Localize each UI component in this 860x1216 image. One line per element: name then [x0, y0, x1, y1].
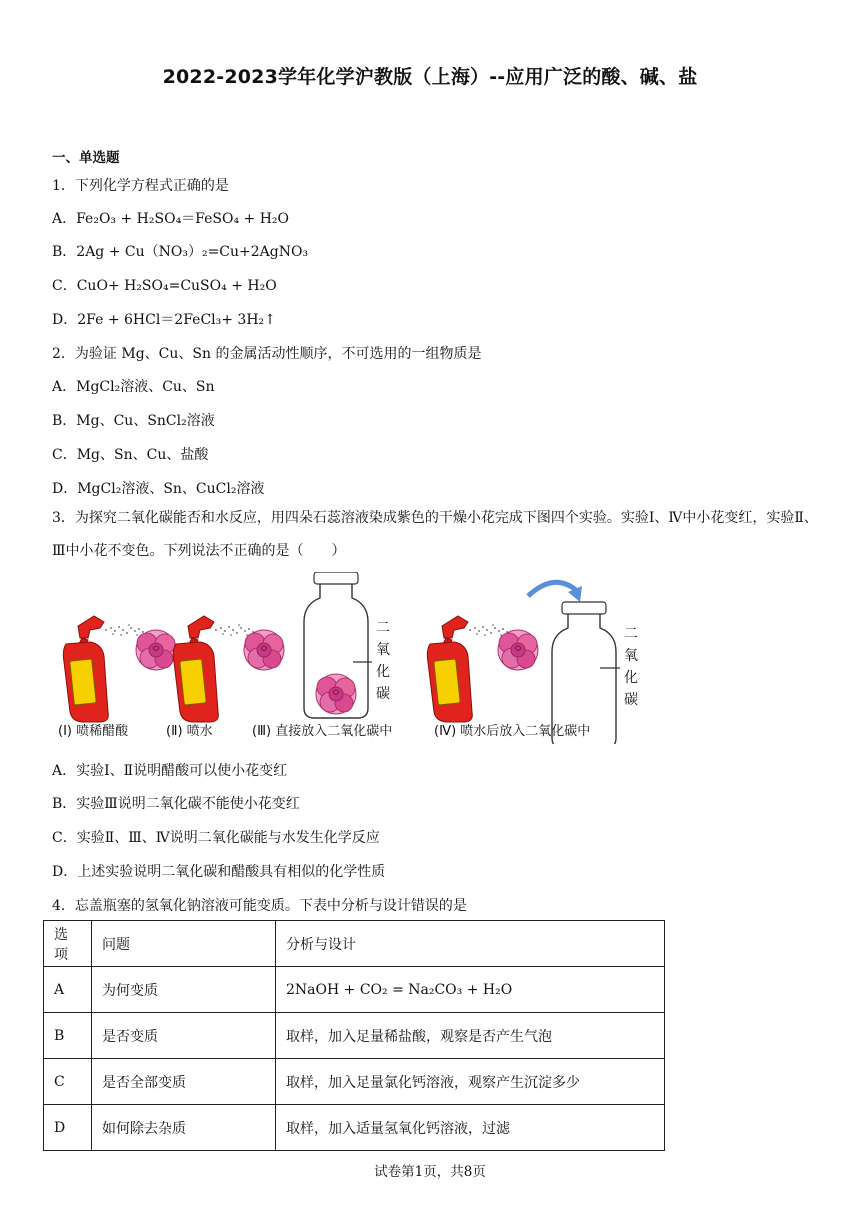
question-2-option-c: C．Mg、Sn、Cu、盐酸	[52, 447, 209, 463]
question-3-option-c: C．实验Ⅱ、Ⅲ、Ⅳ说明二氧化碳能与水发生化学反应	[52, 830, 380, 846]
jar-4-label-4: 碳	[624, 692, 638, 708]
question-4-table	[43, 920, 665, 1151]
table-row	[44, 967, 665, 1013]
table-row	[44, 1059, 665, 1105]
caption-4: (Ⅳ) 喷水后放入二氧化碳中	[434, 724, 591, 739]
flower-3-icon	[316, 674, 356, 714]
table-header: 分析与设计	[276, 921, 665, 967]
question-1-option-b: B．2Ag + Cu（NO₃）₂=Cu+2AgNO₃	[52, 244, 309, 260]
table-cell: 是否全部变质	[92, 1059, 276, 1105]
experiment-figure	[54, 572, 654, 744]
flower-4-icon	[498, 630, 538, 670]
sprayer-2-icon	[173, 616, 218, 722]
table-cell: D	[44, 1105, 92, 1151]
table-cell: 2NaOH + CO₂ = Na₂CO₃ + H₂O	[276, 967, 665, 1013]
flower-1-icon	[136, 630, 176, 670]
table-cell: C	[44, 1059, 92, 1105]
table-cell: 取样，加入足量稀盐酸，观察是否产生气泡	[276, 1013, 665, 1059]
sprayer-4-icon	[427, 616, 472, 722]
caption-2: (Ⅱ) 喷水	[166, 724, 213, 739]
question-3-option-b: B．实验Ⅲ说明二氧化碳不能使小花变红	[52, 796, 300, 812]
table-cell: B	[44, 1013, 92, 1059]
jar-3-label-1: 二	[376, 620, 390, 636]
table-cell: 取样，加入适量氢氧化钙溶液，过滤	[276, 1105, 665, 1151]
question-1-stem: 1．下列化学方程式正确的是	[52, 178, 229, 194]
mist-4	[469, 624, 508, 636]
question-1-option-a: A．Fe₂O₃ + H₂SO₄＝FeSO₄ + H₂O	[52, 211, 290, 227]
jar-4-label-3: 化	[624, 670, 638, 686]
question-3-option-a: A．实验Ⅰ、Ⅱ说明醋酸可以使小花变红	[52, 763, 288, 779]
table-row	[44, 1013, 665, 1059]
table-cell: 如何除去杂质	[92, 1105, 276, 1151]
jar-3-label-2: 氧	[376, 642, 390, 658]
question-2-stem: 2．为验证 Mg、Cu、Sn 的金属活动性顺序，不可选用的一组物质是	[52, 346, 482, 362]
table-header: 选项	[44, 921, 92, 967]
jar-3-label-3: 化	[376, 664, 390, 680]
table-cell: A	[44, 967, 92, 1013]
question-4-stem: 4．忘盖瓶塞的氢氧化钠溶液可能变质。下表中分析与设计错误的是	[52, 898, 467, 914]
caption-3: (Ⅲ) 直接放入二氧化碳中	[252, 724, 393, 739]
table-header-row	[44, 921, 665, 967]
jar-4-label-2: 氧	[624, 648, 638, 664]
table-cell: 是否变质	[92, 1013, 276, 1059]
table-cell: 取样，加入足量氯化钙溶液，观察产生沉淀多少	[276, 1059, 665, 1105]
question-2-option-d: D．MgCl₂溶液、Sn、CuCl₂溶液	[52, 481, 265, 497]
section-heading: 一、单选题	[52, 150, 120, 166]
curved-arrow-icon	[528, 582, 582, 602]
table-row	[44, 1105, 665, 1151]
jar-4-label-1: 二	[624, 626, 638, 642]
table-header: 问题	[92, 921, 276, 967]
question-3-option-d: D．上述实验说明二氧化碳和醋酸具有相似的化学性质	[52, 864, 386, 880]
mist-1	[105, 624, 144, 636]
mist-2	[215, 624, 254, 636]
page-footer: 试卷第1页，共8页	[374, 1164, 486, 1180]
page-title: 2022-2023学年化学沪教版（上海）--应用广泛的酸、碱、盐	[162, 66, 698, 88]
sprayer-1-icon	[63, 616, 108, 722]
flower-2-icon	[244, 630, 284, 670]
table-cell: 为何变质	[92, 967, 276, 1013]
question-2-option-a: A．MgCl₂溶液、Cu、Sn	[52, 379, 215, 395]
jar-3-label-4: 碳	[376, 686, 390, 702]
caption-1: (Ⅰ) 喷稀醋酸	[58, 724, 129, 739]
jar-4-icon	[552, 602, 616, 744]
question-1-option-d: D．2Fe + 6HCl＝2FeCl₃+ 3H₂↑	[52, 312, 276, 328]
question-1-option-c: C．CuO+ H₂SO₄=CuSO₄ + H₂O	[52, 278, 277, 294]
question-3-stem: 3．为探究二氧化碳能否和水反应，用四朵石蕊溶液染成紫色的干燥小花完成下图四个实验。实验Ⅰ、Ⅳ中小花变红，实验Ⅱ、Ⅲ中小花不变色。下列说法不正确的是（ ）	[52, 510, 818, 559]
question-2-option-b: B．Mg、Cu、SnCl₂溶液	[52, 413, 215, 429]
